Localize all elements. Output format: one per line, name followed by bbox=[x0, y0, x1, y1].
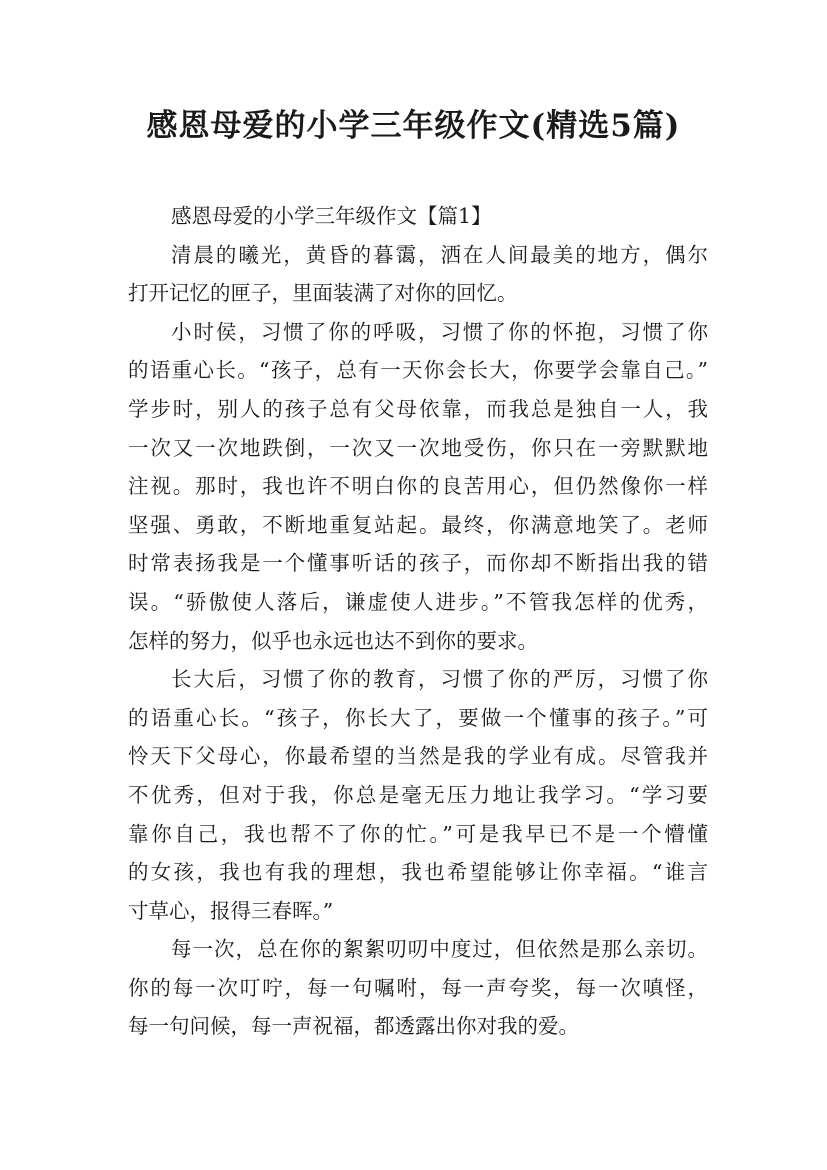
paragraph-line: 不优秀，但对于我，你总是毫无压力地让我学习。“学习要 bbox=[128, 782, 708, 807]
paragraph-line: 靠你自己，我也帮不了你的忙。”可是我早已不是一个懵懂 bbox=[128, 821, 708, 846]
paragraph-line: 的女孩，我也有我的理想，我也希望能够让你幸福。“谁言 bbox=[128, 860, 708, 885]
paragraph-line: 注视。那时，我也许不明白你的良苦用心，但仍然像你一样 bbox=[128, 474, 708, 499]
document-title: 感恩母爱的小学三年级作文(精选5篇) bbox=[146, 108, 681, 144]
section-heading: 感恩母爱的小学三年级作文【篇1】 bbox=[171, 204, 492, 228]
paragraph-3 bbox=[128, 660, 708, 930]
paragraph-line: 你的每一次叮咛，每一句嘱咐，每一声夸奖，每一次嗔怪， bbox=[128, 975, 708, 1000]
paragraph-line: 怎样的努力，似乎也永远也达不到你的要求。 bbox=[128, 628, 538, 653]
paragraph-line: 时常表扬我是一个懂事听话的孩子，而你却不断指出我的错 bbox=[128, 551, 708, 576]
paragraph-line: 长大后，习惯了你的教育，习惯了你的严厉，习惯了你 bbox=[171, 667, 708, 692]
paragraph-line: 打开记忆的匣子，里面装满了对你的回忆。 bbox=[128, 281, 518, 306]
paragraph-line: 坚强、勇敢，不断地重复站起。最终，你满意地笑了。老师 bbox=[128, 512, 708, 537]
paragraph-2 bbox=[128, 313, 708, 660]
paragraph-line: 小时侯，习惯了你的呼吸，习惯了你的怀抱，习惯了你 bbox=[171, 319, 708, 344]
paragraph-1 bbox=[128, 236, 708, 313]
paragraph-line: 清晨的曦光，黄昏的暮霭，洒在人间最美的地方，偶尔 bbox=[171, 242, 708, 267]
paragraph-line: 一次又一次地跌倒，一次又一次地受伤，你只在一旁默默地 bbox=[128, 435, 708, 460]
paragraph-line: 学步时，别人的孩子总有父母依靠，而我总是独自一人，我 bbox=[128, 396, 708, 421]
paragraph-line: 每一句问候，每一声祝福，都透露出你对我的爱。 bbox=[128, 1014, 579, 1039]
paragraph-line: 每一次，总在你的絮絮叨叨中度过，但依然是那么亲切。 bbox=[171, 937, 708, 962]
paragraph-line: 的语重心长。“孩子，你长大了，要做一个懂事的孩子。”可 bbox=[128, 705, 708, 730]
document-body bbox=[128, 197, 708, 1046]
paragraph-4 bbox=[128, 930, 708, 1046]
paragraph-line: 怜天下父母心，你最希望的当然是我的学业有成。尽管我并 bbox=[128, 744, 708, 769]
paragraph-line: 误。“骄傲使人落后，谦虚使人进步。”不管我怎样的优秀， bbox=[128, 589, 708, 614]
paragraph-line: 的语重心长。“孩子，总有一天你会长大，你要学会靠自己。” bbox=[128, 358, 708, 383]
paragraph-line: 寸草心，报得三春晖。” bbox=[128, 898, 334, 923]
